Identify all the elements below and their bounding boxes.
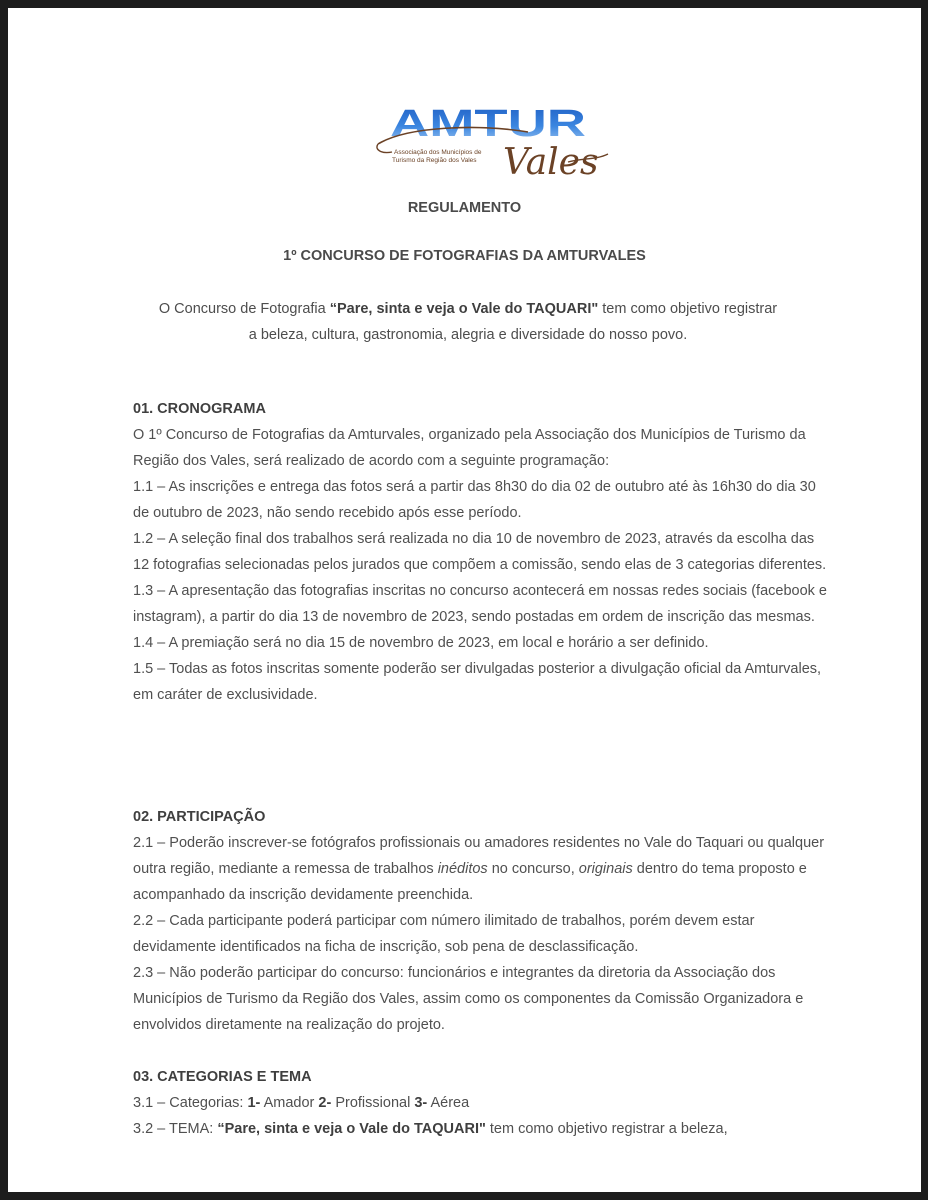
contest-title: 1º CONCURSO DE FOTOGRAFIAS DA AMTURVALES [283, 248, 646, 264]
section-cronograma [133, 396, 833, 708]
section-intro: O 1º Concurso de Fotografias da Amturvales, organizado pela Associação dos Municípios de Turismo da Região dos Vales, será realizado de acordo com a seguinte programação: [133, 427, 806, 469]
list-item: 3.1 – Categorias: 1- Amador 2- Profissional 3- Aérea [133, 1095, 470, 1111]
list-item: 1.1 – As inscrições e entrega das fotos será a partir das 8h30 do dia 02 de outubro até às 16h30 do dia 30 de outubro de 2023, não sendo recebido após esse período. [133, 479, 816, 521]
document-title: REGULAMENTO [407, 200, 522, 216]
list-item: 2.3 – Não poderão participar do concurso: funcionários e integrantes da diretoria da Associação dos Municípios de Turismo da Região dos Vales, assim como os componentes da Comissão Organizadora e envolvidos diretamente na realização do projeto. [133, 965, 804, 1033]
list-item: 2.2 – Cada participante poderá participar com número ilimitado de trabalhos, porém devem estar devidamente identificados na ficha de inscrição, sob pena de desclassificação. [133, 913, 755, 955]
svg-text:Turismo da Região dos Vales: Turismo da Região dos Vales [392, 157, 477, 164]
section-categorias [133, 1064, 833, 1142]
section-heading: 01. CRONOGRAMA [133, 401, 266, 417]
section-participacao [133, 804, 833, 1038]
svg-text:Associação dos Municípios de: Associação dos Municípios de [394, 149, 482, 156]
svg-text:Vales: Vales [503, 142, 599, 183]
list-item: 3.2 – TEMA: “Pare, sinta e veja o Vale do TAQUARI" tem como objetivo registrar a beleza, [133, 1121, 728, 1137]
section-heading: 03. CATEGORIAS E TEMA [133, 1069, 312, 1085]
section-heading: 02. PARTICIPAÇÃO [133, 809, 266, 825]
amturvales-logo [368, 96, 618, 196]
svg-text:AMTUR: AMTUR [390, 103, 586, 145]
list-item: 2.1 – Poderão inscrever-se fotógrafos profissionais ou amadores residentes no Vale do Taquari ou qualquer outra região, mediante a remessa de trabalhos inéditos no concurso, originais dentro do tema proposto e acompanhado da inscrição devidamente preenchida. [133, 835, 825, 903]
list-item: 1.4 – A premiação será no dia 15 de novembro de 2023, em local e horário a ser definido. [133, 635, 709, 651]
theme-highlight: “Pare, sinta e veja o Vale do TAQUARI" [329, 301, 599, 317]
list-item: 1.3 – A apresentação das fotografias inscritas no concurso acontecerá em nossas redes sociais (facebook e instagram), a partir do dia 13 de novembro de 2023, sendo postadas em ordem de inscrição das mesmas. [133, 583, 827, 625]
document-page [8, 8, 921, 1192]
intro-paragraph: O Concurso de Fotografia “Pare, sinta e veja o Vale do TAQUARI" tem como objetivo registrar a beleza, cultura, gastronomia, alegria e diversidade do nosso povo. [158, 301, 778, 343]
list-item: 1.5 – Todas as fotos inscritas somente poderão ser divulgadas posterior a divulgação oficial da Amturvales, em caráter de exclusividade. [133, 661, 822, 703]
list-item: 1.2 – A seleção final dos trabalhos será realizada no dia 10 de novembro de 2023, através da escolha das 12 fotografias selecionadas pelos jurados que compõem a comissão, sendo elas de 3 categorias diferentes. [133, 531, 827, 573]
